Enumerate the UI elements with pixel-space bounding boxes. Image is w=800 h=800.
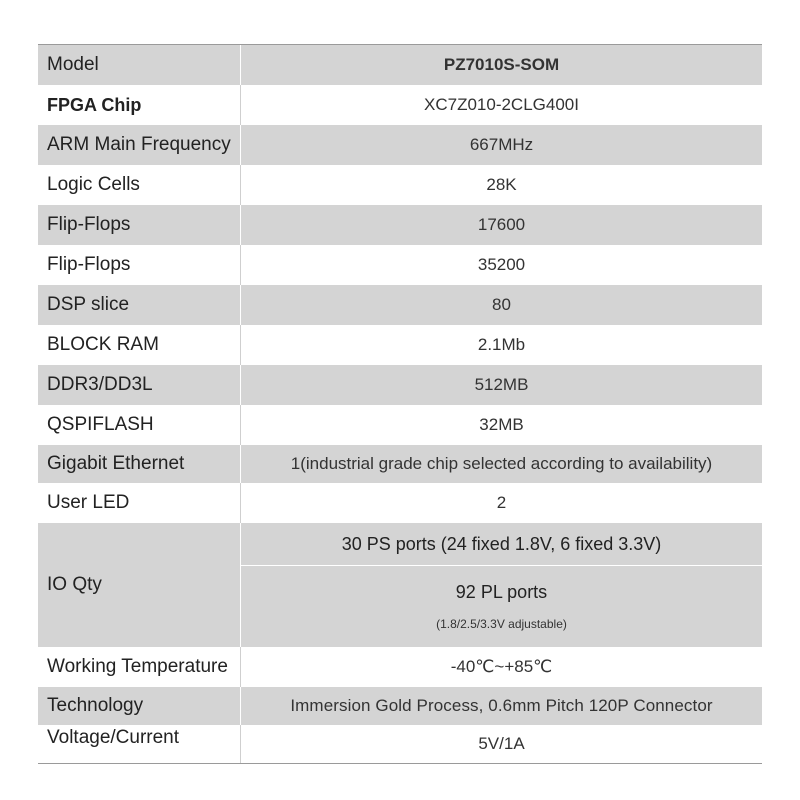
table-row-dsp-slice: [38, 285, 762, 325]
table-row-user-led: [38, 483, 762, 523]
row-label: QSPIFLASH: [47, 414, 154, 435]
row-value: 35200: [240, 245, 762, 285]
row-value: 512MB: [240, 365, 762, 405]
table-row-block-ram: [38, 325, 762, 365]
table-row-voltage-current: [38, 725, 762, 763]
spec-table: [38, 44, 762, 764]
row-label: Model: [47, 54, 99, 75]
row-value: 32MB: [240, 405, 762, 445]
table-row-flip-flops-1: [38, 205, 762, 245]
io-ps-ports: 30 PS ports (24 fixed 1.8V, 6 fixed 3.3V): [241, 523, 762, 566]
row-label: Working Temperature: [47, 656, 228, 677]
io-values: [240, 523, 762, 647]
row-label: FPGA Chip: [47, 94, 142, 115]
row-label: Voltage/Current: [47, 727, 180, 748]
table-row-fpga-chip: [38, 85, 762, 125]
table-row-io-qty: [38, 523, 762, 647]
row-label: DSP slice: [47, 294, 130, 315]
row-label: Technology: [47, 695, 144, 716]
table-row-technology: [38, 687, 762, 725]
row-value: 2: [240, 483, 762, 523]
row-label: User LED: [47, 492, 130, 513]
row-value: -40℃~+85℃: [240, 647, 762, 687]
table-row-logic-cells: [38, 165, 762, 205]
io-pl-note: (1.8/2.5/3.3V adjustable): [436, 617, 567, 631]
table-row-qspiflash: [38, 405, 762, 445]
row-value: Immersion Gold Process, 0.6mm Pitch 120P Connector: [240, 687, 762, 725]
table-row-model: [38, 45, 762, 85]
row-label: Flip-Flops: [47, 254, 131, 275]
io-pl-cell: [241, 566, 762, 647]
row-value: 17600: [240, 205, 762, 245]
row-label: Gigabit Ethernet: [47, 453, 185, 474]
row-label: BLOCK RAM: [47, 334, 159, 355]
row-value: 2.1Mb: [240, 325, 762, 365]
io-pl-ports: 92 PL ports: [455, 582, 548, 602]
table-row-arm-frequency: [38, 125, 762, 165]
row-value: 5V/1A: [240, 725, 762, 763]
row-label: Logic Cells: [47, 174, 140, 195]
table-row-flip-flops-2: [38, 245, 762, 285]
row-label: DDR3/DD3L: [47, 374, 153, 395]
row-value: 667MHz: [240, 125, 762, 165]
row-value: PZ7010S-SOM: [240, 45, 762, 85]
row-label: Flip-Flops: [47, 214, 131, 235]
table-row-ddr3: [38, 365, 762, 405]
row-value: 28K: [240, 165, 762, 205]
row-value: 80: [240, 285, 762, 325]
row-value: 1(industrial grade chip selected according to availability): [240, 445, 762, 483]
row-label: ARM Main Frequency: [47, 134, 231, 155]
table-row-working-temperature: [38, 647, 762, 687]
row-value: XC7Z010-2CLG400I: [240, 85, 762, 125]
table-row-gigabit-ethernet: [38, 445, 762, 483]
row-label: IO Qty: [47, 574, 102, 595]
